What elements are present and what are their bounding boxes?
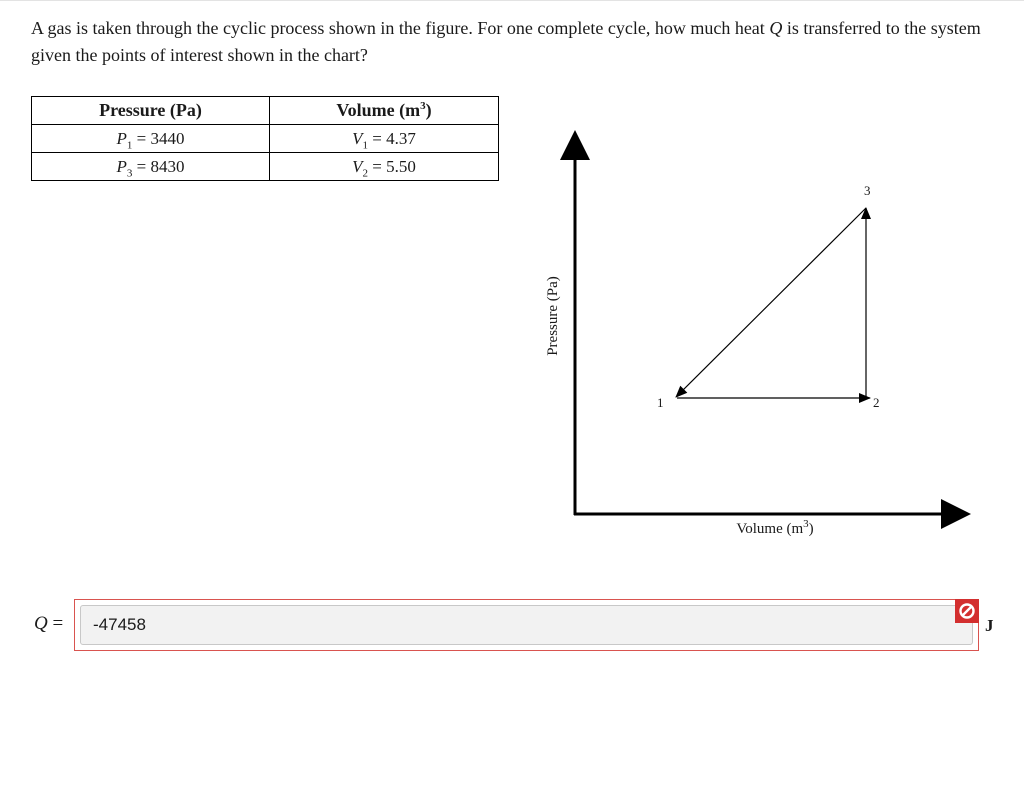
point-1-label: 1: [657, 395, 664, 410]
volume-cell: $V_2 = 5.50$: [270, 153, 499, 181]
pv-diagram: [540, 111, 980, 551]
table-header-row: [32, 97, 499, 125]
pressure-cell: $P_1 = 3440$: [32, 125, 270, 153]
question-text: A gas is taken through the cyclic process shown in the figure. For one complete cycle, how much heat Q is transferred to the system given the points of interest shown in the chart?: [31, 18, 981, 65]
point-3-label: 3: [864, 183, 871, 198]
answer-unit: J: [985, 616, 994, 635]
answer-row: [0, 599, 1024, 653]
volume-header: Volume $(m^3)$: [270, 97, 499, 125]
pressure-cell: $P_3 = 8430$: [32, 153, 270, 181]
volume-cell: $V_1 = 4.37$: [270, 125, 499, 153]
incorrect-status-badge: [955, 599, 979, 623]
table-row: [32, 153, 499, 181]
table-row: [32, 125, 499, 153]
prohibited-icon: [955, 599, 979, 623]
pressure-header: Pressure (Pa): [32, 97, 270, 125]
y-axis-label: Pressure (Pa): [545, 276, 561, 356]
data-table: [31, 96, 499, 181]
point-2-label: 2: [873, 395, 880, 410]
path-3-to-1: [676, 208, 866, 397]
answer-field-container: [74, 599, 979, 651]
x-axis-label: Volume $(m^3)$: [736, 518, 814, 537]
answer-input[interactable]: [80, 605, 973, 645]
answer-label: Q =: [34, 613, 64, 634]
